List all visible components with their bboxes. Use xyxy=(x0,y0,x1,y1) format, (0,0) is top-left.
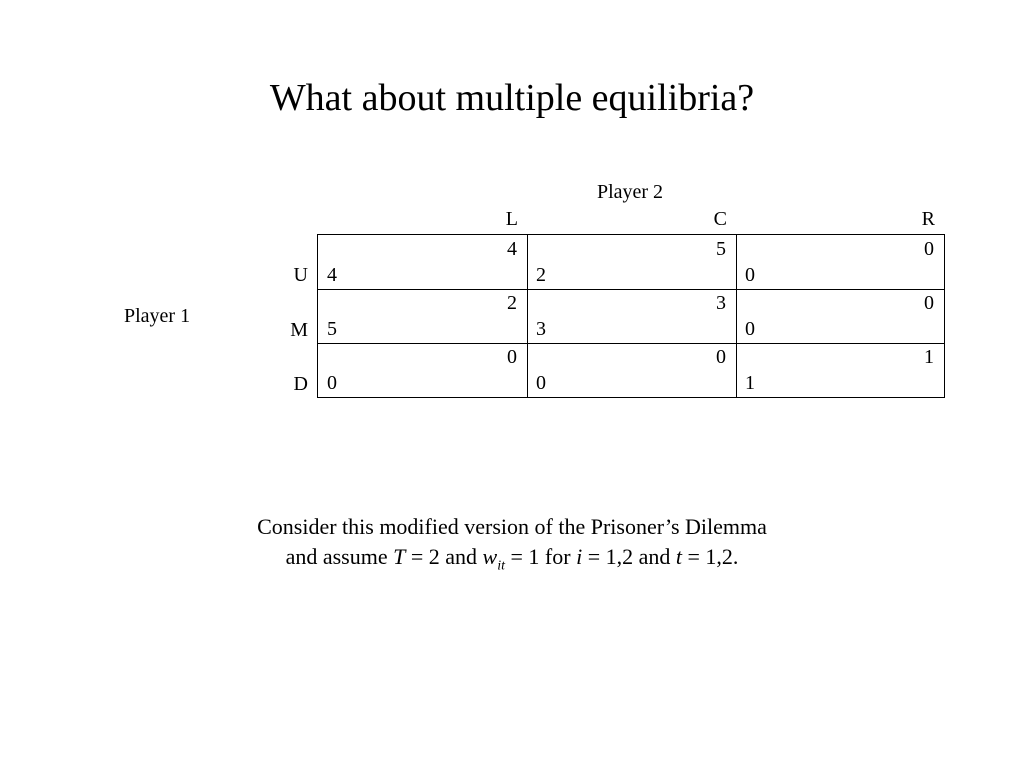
column-header-l: L xyxy=(505,208,518,230)
payoff-cell-d-c xyxy=(527,343,736,397)
player1-payoff: 5 xyxy=(327,318,337,340)
player1-payoff: 1 xyxy=(745,372,755,394)
row-header-m: M xyxy=(290,319,308,341)
player2-payoff: 0 xyxy=(924,292,934,314)
player2-payoff: 3 xyxy=(716,292,726,314)
payoff-cell-u-c xyxy=(527,235,736,289)
caption-var-subscript: it xyxy=(497,558,505,574)
caption-var-i: i xyxy=(576,544,583,569)
row-header-u: U xyxy=(293,264,308,286)
player2-payoff: 0 xyxy=(507,346,517,368)
payoff-cell-u-r xyxy=(736,235,944,289)
caption-text: = 1 for xyxy=(505,544,577,569)
payoff-cell-d-l xyxy=(318,343,527,397)
player1-payoff: 2 xyxy=(536,264,546,286)
player2-label: Player 2 xyxy=(596,181,664,203)
player1-payoff: 4 xyxy=(327,264,337,286)
payoff-matrix xyxy=(317,234,945,398)
player2-payoff: 0 xyxy=(924,238,934,260)
player1-payoff: 3 xyxy=(536,318,546,340)
player1-payoff: 0 xyxy=(745,264,755,286)
player1-payoff: 0 xyxy=(327,372,337,394)
payoff-cell-u-l xyxy=(318,235,527,289)
slide-caption xyxy=(0,512,1024,572)
caption-var-t: t xyxy=(675,544,682,569)
payoff-cell-m-l xyxy=(318,289,527,343)
player1-payoff: 0 xyxy=(536,372,546,394)
slide-title: What about multiple equilibria? xyxy=(269,77,755,119)
caption-text: = 1,2. xyxy=(681,544,739,569)
caption-text: = 2 and xyxy=(405,544,483,569)
caption-line-2 xyxy=(0,542,1024,572)
column-header-r: R xyxy=(921,208,935,230)
caption-text: and assume xyxy=(285,544,394,569)
payoff-cell-d-r xyxy=(736,343,944,397)
player2-payoff: 5 xyxy=(716,238,726,260)
column-header-c: C xyxy=(713,208,727,230)
player1-label: Player 1 xyxy=(124,305,191,327)
payoff-cell-m-c xyxy=(527,289,736,343)
player2-payoff: 1 xyxy=(924,346,934,368)
caption-text: = 1,2 and xyxy=(582,544,676,569)
caption-line-1: Consider this modified version of the Prisoner’s Dilemma xyxy=(257,514,767,539)
player2-payoff: 4 xyxy=(507,238,517,260)
player2-payoff: 0 xyxy=(716,346,726,368)
caption-var-w: w xyxy=(482,544,498,569)
payoff-cell-m-r xyxy=(736,289,944,343)
player2-payoff: 2 xyxy=(507,292,517,314)
player1-payoff: 0 xyxy=(745,318,755,340)
caption-var-t-cap: T xyxy=(393,544,406,569)
row-header-d: D xyxy=(293,373,308,395)
